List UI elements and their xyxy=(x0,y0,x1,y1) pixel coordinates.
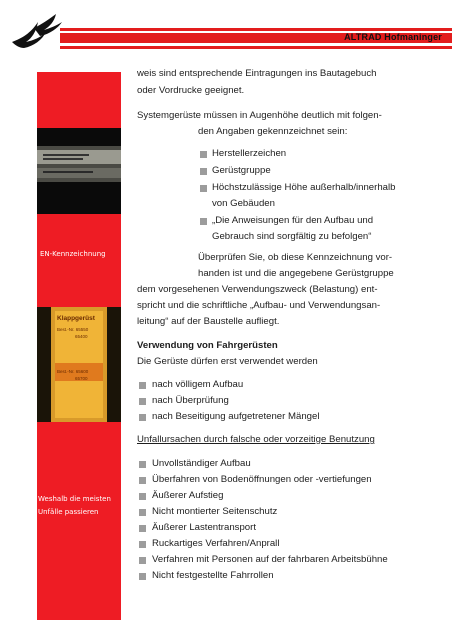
list-item: Unvollständiger Aufbau xyxy=(152,458,251,469)
list-item: Verfahren mit Personen auf der fahrbaren Arbeitsbühne xyxy=(152,554,388,565)
bullet-icon xyxy=(139,382,146,389)
sidebar-caption-en: EN-Kennzeichnung xyxy=(40,250,106,258)
bullet-icon xyxy=(139,525,146,532)
bullet-icon xyxy=(139,541,146,548)
list-item: Gerüstgruppe xyxy=(212,165,271,176)
label-line-1: Best.-Nr. 65550 xyxy=(57,327,89,332)
paragraph-2-line-1: Systemgerüste müssen in Augenhöhe deutlich mit folgen- xyxy=(137,110,382,121)
bullet-icon xyxy=(139,493,146,500)
paragraph-3-line-2: handen ist und die angegebene Gerüstgruppe xyxy=(198,268,394,279)
list-item-continuation: Gebrauch sind sorgfältig zu befolgen“ xyxy=(212,231,372,242)
en-marking-photo xyxy=(37,128,121,214)
list-item: nach Überprüfung xyxy=(152,395,229,406)
label-line-4: 65700 xyxy=(75,376,88,381)
sidebar-caption-line-1: Weshalb die meisten xyxy=(38,495,111,503)
sidebar-caption-accidents xyxy=(38,493,122,519)
header-stripe-bottom xyxy=(60,46,452,49)
list-item: „Die Anweisungen für den Aufbau und xyxy=(212,215,374,226)
scaffold-label-photo xyxy=(37,307,121,422)
label-line-2: 65400 xyxy=(75,334,88,339)
paragraph-3-line-5: leitung“ auf der Baustelle aufliegt. xyxy=(137,316,280,327)
list-item: Äußerer Aufstieg xyxy=(152,490,224,501)
label-title: Klappgerüst xyxy=(57,315,95,322)
paragraph-3-line-3: dem vorgesehenen Verwendungszweck (Belastung) ent- xyxy=(137,284,378,295)
paragraph-3-line-4: spricht und die schriftliche „Aufbau- und Verwendungsan- xyxy=(137,300,381,311)
list-item: nach Beseitigung aufgetretener Mängel xyxy=(152,411,320,422)
bullet-icon xyxy=(139,461,146,468)
bullet-icon xyxy=(200,185,207,192)
list-item: nach völligem Aufbau xyxy=(152,379,244,390)
section-subheading: Die Gerüste dürfen erst verwendet werden xyxy=(137,356,318,367)
bullet-icon xyxy=(200,151,207,158)
bullet-icon xyxy=(139,557,146,564)
paragraph-2-line-2: den Angaben gekennzeichnet sein: xyxy=(198,126,348,137)
bullet-icon xyxy=(139,414,146,421)
section-heading-unfallursachen: Unfallursachen durch falsche oder vorzeitige Benutzung xyxy=(137,434,375,445)
label-line-3: Best.-Nr. 65600 xyxy=(57,369,89,374)
paragraph-1-line-2: oder Vordrucke geeignet. xyxy=(137,85,245,96)
list-item: Herstellerzeichen xyxy=(212,148,287,159)
header-stripe-top xyxy=(60,28,452,31)
list-item: Nicht montierter Seitenschutz xyxy=(152,506,278,517)
list-item: Nicht festgestellte Fahrrollen xyxy=(152,570,274,581)
bullet-icon xyxy=(139,573,146,580)
bullet-icon xyxy=(200,168,207,175)
bullet-icon xyxy=(139,398,146,405)
list-item: Äußerer Lastentransport xyxy=(152,522,256,533)
bullet-icon xyxy=(139,477,146,484)
sidebar-caption-line-2: Unfälle passieren xyxy=(38,508,99,516)
section-heading-fahrgerueste: Verwendung von Fahrgerüsten xyxy=(137,340,278,351)
list-item: Ruckartiges Verfahren/Anprall xyxy=(152,538,280,549)
brand-name: ALTRAD Hofmaninger xyxy=(344,32,442,42)
paragraph-1-line-1: weis sind entsprechende Eintragungen ins Bautagebuch xyxy=(137,68,377,79)
bullet-icon xyxy=(139,509,146,516)
bullet-icon xyxy=(200,218,207,225)
list-item: Höchstzulässige Höhe außerhalb/innerhalb xyxy=(212,182,396,193)
list-item: Überfahren von Bodenöffnungen oder -vertiefungen xyxy=(152,474,372,485)
list-item-continuation: von Gebäuden xyxy=(212,198,275,209)
paragraph-3-line-1: Überprüfen Sie, ob diese Kennzeichnung vor- xyxy=(198,252,393,263)
